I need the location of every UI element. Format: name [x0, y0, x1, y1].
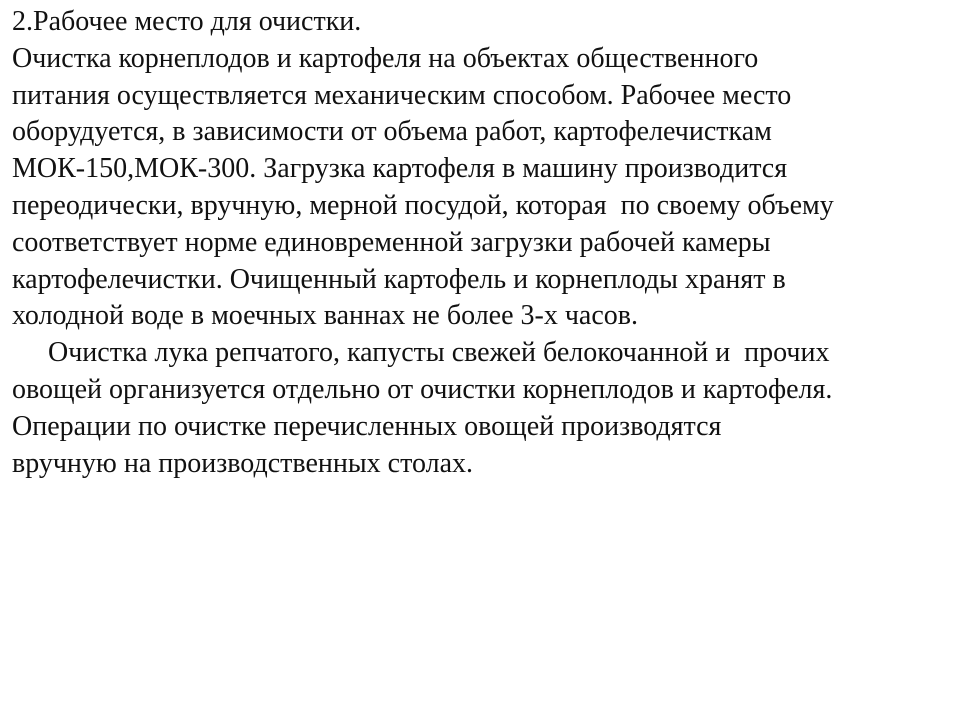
paragraph-1-line: Очистка корнеплодов и картофеля на объектах общественного	[12, 42, 759, 74]
paragraph-2-line: овощей организуется отдельно от очистки корнеплодов и картофеля.	[12, 373, 833, 405]
paragraph-1-line: питания осуществляется механическим способом. Рабочее место	[12, 79, 792, 111]
paragraph-1-line: оборудуется, в зависимости от объема работ, картофелечисткам	[12, 116, 772, 148]
paragraph-2-line: Очистка лука репчатого, капусты свежей белокочанной и прочих	[48, 337, 830, 369]
section-heading: 2.Рабочее место для очистки.	[12, 6, 362, 37]
paragraph-1-line: картофелечистки. Очищенный картофель и корнеплоды хранят в	[12, 263, 786, 295]
paragraph-1-line: переодически, вручную, мерной посудой, которая по своему объему	[12, 189, 834, 221]
paragraph-2-line: Операции по очистке перечисленных овощей производятся	[12, 410, 722, 442]
paragraph-2-line: вручную на производственных столах.	[12, 447, 474, 479]
paragraph-1-line: соответствует норме единовременной загрузки рабочей камеры	[12, 226, 771, 258]
paragraph-1-line: МОК-150,МОК-300. Загрузка картофеля в машину производится	[12, 153, 788, 185]
document-text	[12, 4, 952, 482]
paragraph-1-line: холодной воде в моечных ваннах не более 3-х часов.	[12, 300, 639, 332]
